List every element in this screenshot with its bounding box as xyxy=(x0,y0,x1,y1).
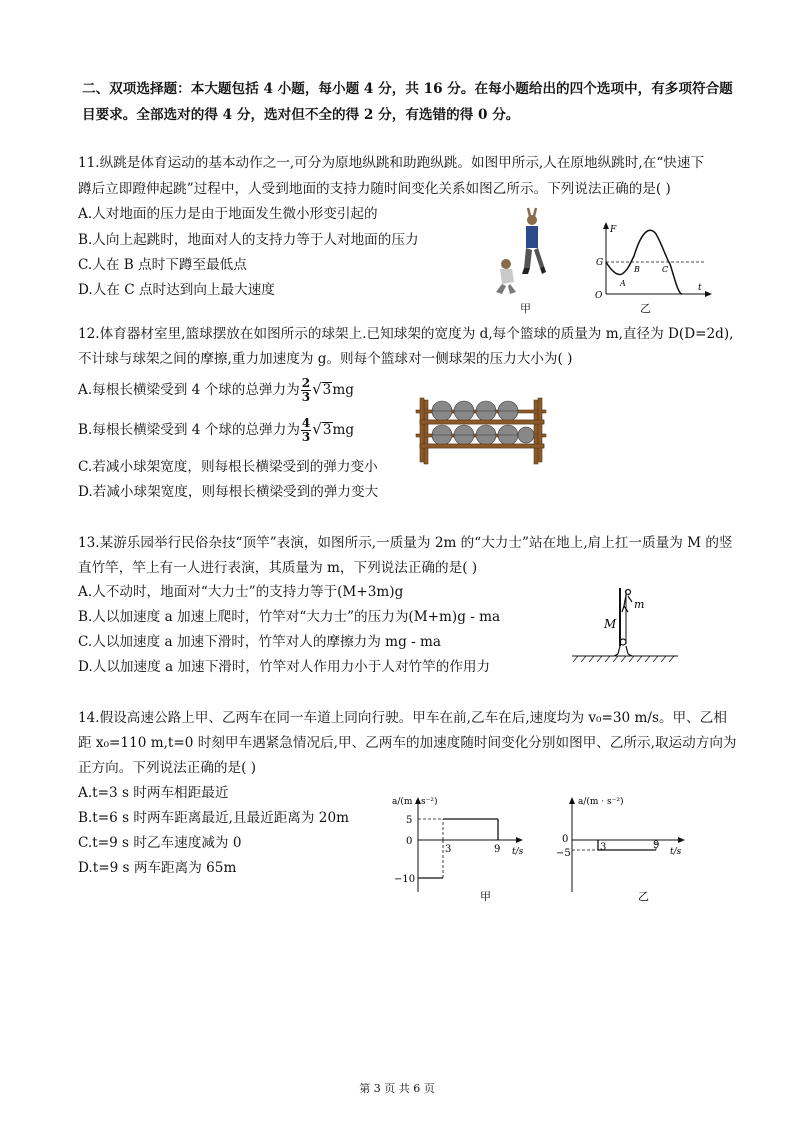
q13-option-c[interactable]: C.人以加速度 a 加速下滑时，竹竿对人的摩擦力为 mg - ma xyxy=(78,634,442,650)
y-axis-label: a/(m · s⁻²) xyxy=(578,797,624,807)
tick-x-9: 9 xyxy=(494,844,501,855)
option-a-unit: mg xyxy=(332,382,354,398)
label-f: F xyxy=(610,225,617,235)
q14-graph-jia xyxy=(388,792,538,904)
basketball-icon xyxy=(518,427,534,443)
fraction xyxy=(301,377,311,404)
option-b-text: B.每根长横梁受到 4 个球的总弹力为 xyxy=(78,422,300,438)
radical-sign: √ xyxy=(312,420,322,438)
q11-figure-caption-jia: 甲 xyxy=(520,302,531,315)
fraction xyxy=(301,417,311,444)
radicand: 3 xyxy=(322,422,332,438)
denominator: 3 xyxy=(301,430,311,444)
x-axis-label: t/s xyxy=(512,847,524,857)
q12-option-a[interactable] xyxy=(78,377,354,404)
label-b: B xyxy=(634,265,640,274)
q11-jumper-illustration xyxy=(488,206,558,298)
x-axis-arrow xyxy=(705,291,712,297)
y-axis-label: a/(m · s⁻²) xyxy=(392,797,438,807)
label-big-m: M xyxy=(604,617,617,631)
label-c: C xyxy=(662,265,669,274)
section-header-line2: 目要求。全部选对的得 4 分，选对但不全的得 2 分，有选错的得 0 分。 xyxy=(82,107,520,123)
tick-y-minus-5: −5 xyxy=(556,848,571,859)
q14-option-d[interactable]: D.t=9 s 两车距离为 65m xyxy=(78,860,237,876)
option-b-unit: mg xyxy=(332,422,355,438)
crouching-person-icon xyxy=(496,259,516,294)
q14-stem-line3: 正方向。下列说法正确的是( ) xyxy=(78,760,257,776)
tick-x-9: 9 xyxy=(653,840,660,851)
tick-y-0: 0 xyxy=(406,836,413,847)
q11-figure-caption-yi: 乙 xyxy=(640,302,651,315)
label-a: A xyxy=(620,279,626,288)
label-o: O xyxy=(595,291,603,298)
tick-x-3: 3 xyxy=(600,842,607,853)
x-axis-label: t/s xyxy=(670,847,682,857)
q14-stem-line2: 距 x₀=110 m,t=0 时刻甲车遇紧急情况后,甲、乙两车的加速度随时间变化分别如图甲、乙所示,取运动方向为 xyxy=(78,735,737,751)
tick-y-0: 0 xyxy=(562,834,569,845)
x-axis-arrow xyxy=(678,837,685,843)
tick-y-minus-10: −10 xyxy=(394,874,416,885)
label-small-m: m xyxy=(634,598,645,611)
numerator: 4 xyxy=(301,416,311,430)
performer-icon xyxy=(622,590,632,613)
page-footer: 第 3 页 共 6 页 xyxy=(359,1082,435,1095)
graph-caption-jia: 甲 xyxy=(480,890,491,903)
q11-option-c[interactable]: C.人在 B 点时下蹲至最低点 xyxy=(78,257,247,273)
q12-stem-line2: 不计球与球架之间的摩擦,重力加速度为 g。则每个篮球对一侧球架的压力大小为( ) xyxy=(78,351,573,367)
option-a-text: A.每根长横梁受到 4 个球的总弹力为 xyxy=(78,382,300,398)
q11-option-b[interactable]: B.人向上起跳时，地面对人的支持力等于人对地面的压力 xyxy=(78,232,419,248)
q12-ball-rack-illustration xyxy=(414,392,548,466)
label-t: t xyxy=(698,283,702,293)
q12-stem-line1: 12.体育器材室里,篮球摆放在如图所示的球架上.已知球架的宽度为 d,每个篮球的质量为 m,直径为 D(D=2d), xyxy=(78,326,734,342)
graph-caption-yi: 乙 xyxy=(638,890,649,903)
tick-x-3: 3 xyxy=(445,844,452,855)
label-g: G xyxy=(596,258,604,268)
q11-option-a[interactable]: A.人对地面的压力是由于地面发生微小形变引起的 xyxy=(78,206,378,222)
q14-stem-line1: 14.假设高速公路上甲、乙两车在同一车道上同向行驶。甲车在前,乙车在后,速度均为 v₀=30 m/s。甲、乙相 xyxy=(78,710,727,726)
q11-stem-line2: 蹲后立即蹬伸起跳”过程中，人受到地面的支持力随时间变化关系如图乙所示。下列说法正确的是( ) xyxy=(78,181,671,197)
q13-option-b[interactable]: B.人以加速度 a 加速上爬时，竹竿对“大力士”的压力为(M+m)g - ma xyxy=(78,609,501,625)
q13-option-a[interactable]: A.人不动时，地面对“大力士”的支持力等于(M+3m)g xyxy=(78,584,404,600)
rack-post-left-front xyxy=(420,398,424,462)
q13-option-d[interactable]: D.人以加速度 a 加速下滑时，竹竿对人作用力小于人对竹竿的作用力 xyxy=(78,659,491,675)
q13-pole-act-illustration xyxy=(570,584,680,664)
q14-graph-yi xyxy=(556,792,706,904)
q11-stem-line1: 11.纵跳是体育运动的基本动作之一,可分为原地纵跳和助跑纵跳。如图甲所示,人在原地纵跳时,在“快速下 xyxy=(78,155,705,171)
numerator: 2 xyxy=(301,376,311,390)
q12-option-d[interactable]: D.若减小球架宽度，则每根长横梁受到的弹力变大 xyxy=(78,484,379,500)
strongman-icon xyxy=(614,639,632,656)
y-axis-arrow xyxy=(569,797,575,804)
q12-option-b[interactable] xyxy=(78,417,354,444)
q11-force-time-graph xyxy=(592,220,714,298)
jumping-person-icon xyxy=(522,208,546,274)
rack-post-right xyxy=(534,400,538,464)
q11-option-d[interactable]: D.人在 C 点时达到向上最大速度 xyxy=(78,282,275,298)
q12-option-c[interactable]: C.若减小球架宽度，则每根长横梁受到的弹力变小 xyxy=(78,459,378,475)
y-axis-arrow xyxy=(603,222,609,229)
radical-sign: √ xyxy=(312,380,322,398)
denominator: 3 xyxy=(301,390,311,404)
radicand: 3 xyxy=(322,382,332,398)
q14-option-b[interactable]: B.t=6 s 时两车距离最近,且最近距离为 20m xyxy=(78,810,349,826)
section-header-line1: 二、双项选择题：本大题包括 4 小题，每小题 4 分，共 16 分。在每小题给出的四个选项中，有多项符合题 xyxy=(82,81,733,97)
q13-stem-line1: 13.某游乐园举行民俗杂技“顶竿”表演，如图所示,一质量为 2m 的“大力士”站在地上,肩上扛一质量为 M 的竖 xyxy=(78,535,733,551)
rack-post-left xyxy=(424,400,428,464)
q13-stem-line2: 直竹竿，竿上有一人进行表演，其质量为 m，下列说法正确的是( ) xyxy=(78,560,478,576)
tick-y-5: 5 xyxy=(406,815,413,826)
x-axis-arrow xyxy=(516,837,523,843)
q14-option-c[interactable]: C.t=9 s 时乙车速度减为 0 xyxy=(78,835,242,851)
q14-option-a[interactable]: A.t=3 s 时两车相距最近 xyxy=(78,785,229,801)
rack-post-right-front xyxy=(538,398,542,462)
